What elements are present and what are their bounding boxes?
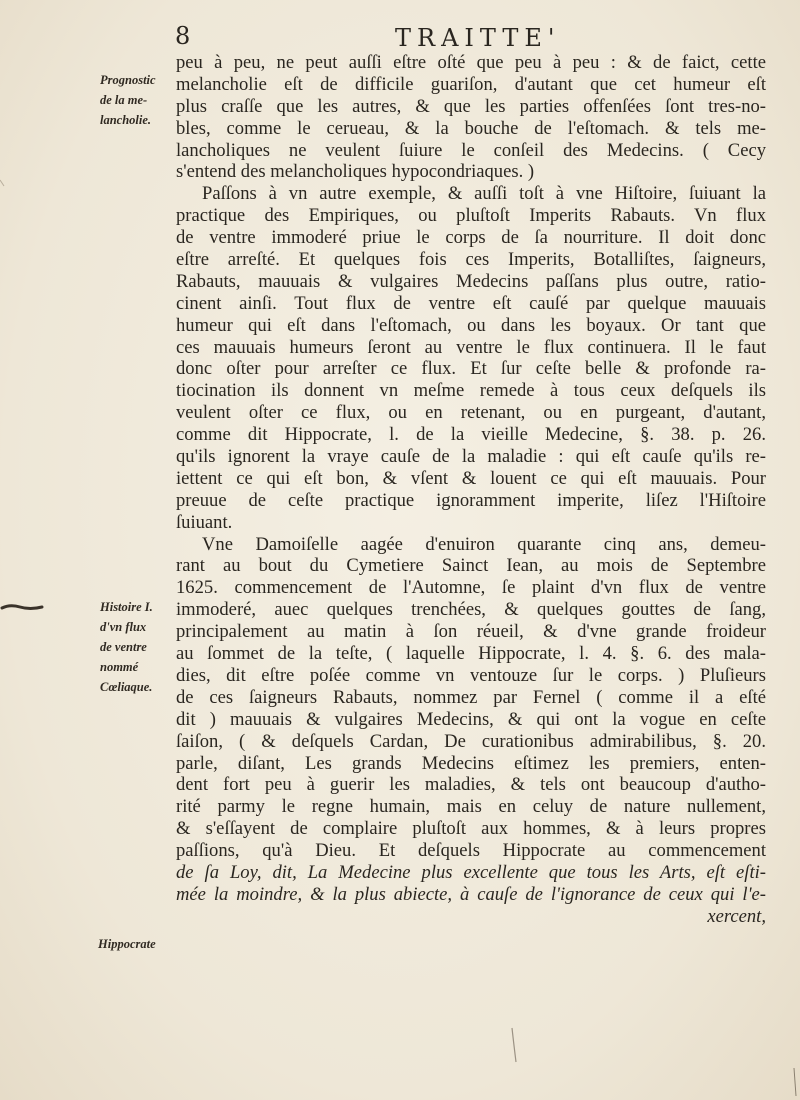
text-line: practique des Empiriques, ou pluſtoſt Imperits Rabauts. Vn flux (176, 205, 766, 227)
text-line: s'entend des melancholiques hypocondriaques. ) (176, 161, 535, 183)
text-line: de ventre immoderé priue le corps de ſa nourriture. Il doit donc (176, 227, 766, 249)
text-line: de ſa Loy, dit, La Medecine plus excellente que tous les Arts, eſt eſti- (176, 861, 766, 883)
text-line: 1625. commencement de l'Automne, ſe plaint d'vn flux de ventre (176, 577, 766, 599)
text-line: peu à peu, ne peut auſſi eſtre oſté que peu à peu : & de faict, cette (176, 52, 766, 73)
margin-note-line: nommé (100, 660, 139, 674)
text-line: au ſommet de la teſte, ( laquelle Hippocrate, l. 4. §. 6. des mala- (176, 643, 766, 665)
margin-note-line: de ventre (100, 640, 147, 654)
margin-note-line: Histoire I. (100, 600, 153, 614)
text-line: comme dit Hippocrate, l. de la vieille Medecine, §. 38. p. 26. (176, 424, 766, 446)
text-line: ſaiſon, ( & deſquels Cardan, De curationibus admirabilibus, §. 20. (176, 730, 766, 752)
text-line: Rabauts, mauuais & vulgaires Medecins paſſans plus outre, ratio- (176, 270, 766, 292)
running-title: TRAITTE' (395, 24, 561, 52)
text-line: immoderé, auec quelques trenchées, & quelques gouttes de ſang, (176, 599, 766, 621)
text-line: iettent ce qui eſt bon, & vſent & louent ce qui eſt mauuais. Pour (176, 467, 766, 489)
text-line: rité parmy le regne humain, mais en celuy de nature nullement, (176, 796, 766, 818)
page-number: 8 (175, 22, 192, 50)
text-line: cinent ainſi. Tout flux de ventre eſt cauſé par quelque mauuais (176, 292, 766, 314)
text-line: qu'ils ignorent la vraye cauſe de la maladie : qui eſt cauſe qu'ils re- (176, 446, 766, 468)
text-line: Paſſons à vn autre exemple, & auſſi toſt à vne Hiſtoire, ſuiuant la (202, 183, 766, 205)
margin-note-line: Hippocrate (98, 937, 156, 951)
margin-note-line: de la me- (100, 93, 148, 107)
text-line: tiocination ils donnent vn meſme remede à tous ceux deſquels ils (176, 380, 766, 402)
text-line: & s'eſſayent de complaire pluſtoſt aux hommes, & à leurs propres (176, 818, 766, 840)
text-line: principalement au matin à ſon réueil, & d'vne grande froideur (176, 621, 766, 643)
text-line: dent fort peu à guerir les maladies, & tels ont beaucoup d'autho- (176, 774, 766, 796)
text-line: dies, dit eſtre poſée comme vn ventouze ſur le corps. ) Pluſieurs (176, 664, 766, 686)
text-line: melancholie eſt de difficile guariſon, d'autant que cet humeur eſt (176, 73, 766, 95)
text-line: humeur qui eſt dans l'eſtomach, ou dans les boyaux. Or tant que (176, 314, 766, 336)
text-line: dit ) mauuais & vulgaires Medecins, & qui ont la vogue en ceſte (176, 708, 766, 730)
text-line: de ces ſaigneurs Rabauts, nommez par Fernel ( comme il a eſté (176, 686, 766, 708)
text-line: ces mauuais humeurs ſeront au ventre le flux continuera. Il le faut (176, 336, 766, 358)
text-line: ſuiuant. (176, 511, 233, 533)
margin-note-line: Prognostic (100, 73, 156, 87)
text-line: mée la moindre, & la plus abiecte, à cauſe de l'ignorance de ceux qui l'e- (176, 883, 766, 905)
margin-note-line: d'vn flux (100, 620, 147, 634)
text-line: parle, diſant, Les grands Medecins eſtimez les premiers, enten- (176, 752, 766, 774)
text-line: xercent, (707, 905, 766, 927)
text-line: preuue de ceſte practique ignoramment imperite, liſez l'Hiſtoire (176, 489, 766, 511)
margin-note-line: Cœliaque. (100, 680, 153, 694)
text-line: veulent oſter ce flux, ou en retenant, ou en purgeant, d'autant, (176, 402, 766, 424)
text-line: paſſions, qu'à Dieu. Et deſquels Hippocrate au commencement (176, 840, 766, 862)
text-line: lancholiques ne veulent ſuiure le conſeil des Medecins. ( Cecy (176, 139, 766, 161)
text-line: rant au bout du Cymetiere Sainct Iean, au mois de Septembre (176, 555, 766, 577)
text-line: plus craſſe que les autres, & que les parties offenſées ſont tres-no- (176, 95, 766, 117)
text-line: donc oſter pour arreſter ce flux. Et ſur ceſte belle & profonde ra- (176, 358, 766, 380)
margin-note-line: lancholie. (100, 113, 152, 127)
text-line: Vne Damoiſelle aagée d'enuiron quarante cinq ans, demeu- (202, 533, 766, 555)
text-line: eſtre arreſté. Et quelques fois ces Imperits, Botalliſtes, ſaigneurs, (176, 249, 766, 271)
text-line: bles, comme le cerueau, & la bouche de l'eſtomach. & tels me- (176, 117, 766, 139)
